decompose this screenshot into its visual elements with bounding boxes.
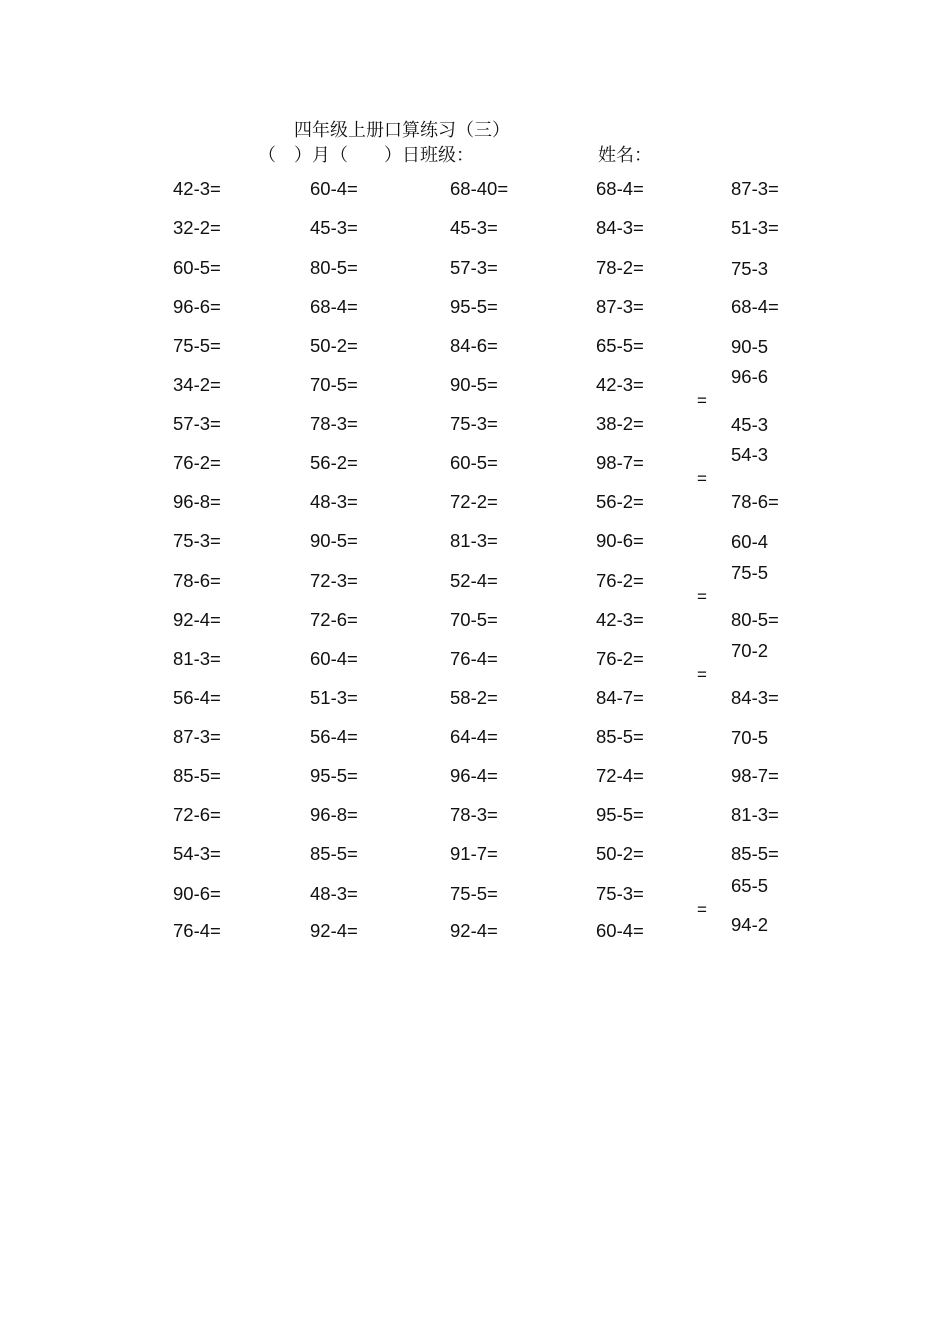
math-problem: 72-2= <box>450 491 498 512</box>
math-problem: 84-7= <box>596 687 644 708</box>
math-problem: 70-5= <box>310 374 358 395</box>
math-problem: 80-5= <box>310 257 358 278</box>
math-problem: 96-8= <box>173 491 221 512</box>
math-problem: 85-5= <box>731 843 779 864</box>
math-problem: 75-5 <box>731 562 769 583</box>
math-problem: 78-3= <box>450 804 498 825</box>
math-problem: 76-2= <box>596 570 644 591</box>
math-problem: 78-3= <box>310 413 358 434</box>
math-problem: 85-5= <box>310 843 358 864</box>
math-problem: 98-7= <box>596 452 644 473</box>
math-problem: 84-6= <box>450 335 498 356</box>
math-problem: 70-5 <box>731 727 769 748</box>
math-problem: 68-4= <box>731 296 779 317</box>
math-problem: 45-3= <box>310 217 358 238</box>
math-problem: 54-3 <box>731 444 769 465</box>
name-label: 姓名： <box>598 145 652 166</box>
math-problem: 60-5= <box>173 257 221 278</box>
math-problem: 68-4= <box>596 178 644 199</box>
math-problem: 57-3= <box>173 413 221 434</box>
math-problem: 96-8= <box>310 804 358 825</box>
math-problem: 76-2= <box>173 452 221 473</box>
math-problem: 60-5= <box>450 452 498 473</box>
date-class-line: （ ）月（ ）日班级： <box>258 145 474 166</box>
math-problem: 76-4= <box>450 648 498 669</box>
math-problem: 96-6= <box>173 296 221 317</box>
math-problem: 70-5= <box>450 609 498 630</box>
math-problem: 87-3= <box>731 178 779 199</box>
math-problem: 91-7= <box>450 843 498 864</box>
math-problem: 51-3= <box>731 217 779 238</box>
worksheet-title: 四年级上册口算练习（三） <box>294 120 510 141</box>
math-problem: 32-2= <box>173 217 221 238</box>
stray-equals-sign: = <box>697 665 707 684</box>
math-problem: 50-2= <box>310 335 358 356</box>
math-problem: 85-5= <box>596 726 644 747</box>
math-problem: 58-2= <box>450 687 498 708</box>
math-problem: 90-6= <box>173 883 221 904</box>
math-problem: 90-5= <box>310 530 358 551</box>
math-problem: 70-2 <box>731 640 769 661</box>
math-problem: 72-6= <box>310 609 358 630</box>
math-problem: 95-5= <box>310 765 358 786</box>
math-problem: 90-5= <box>450 374 498 395</box>
stray-equals-sign: = <box>697 391 707 410</box>
math-problem: 72-4= <box>596 765 644 786</box>
math-problem: 92-4= <box>450 920 498 941</box>
math-problem: 45-3 <box>731 414 769 435</box>
math-problem: 81-3= <box>450 530 498 551</box>
math-problem: 54-3= <box>173 843 221 864</box>
math-problem: 51-3= <box>310 687 358 708</box>
math-problem: 56-2= <box>596 491 644 512</box>
math-problem: 87-3= <box>596 296 644 317</box>
math-problem: 68-40= <box>450 178 509 199</box>
math-problem: 84-3= <box>731 687 779 708</box>
math-problem: 92-4= <box>310 920 358 941</box>
math-problem: 42-3= <box>596 609 644 630</box>
math-problem: 56-2= <box>310 452 358 473</box>
math-problem: 96-4= <box>450 765 498 786</box>
math-problem: 94-2 <box>731 914 769 935</box>
math-problem: 72-6= <box>173 804 221 825</box>
math-problem: 87-3= <box>173 726 221 747</box>
math-problem: 68-4= <box>310 296 358 317</box>
math-problem: 65-5 <box>731 875 769 896</box>
math-problem: 78-2= <box>596 257 644 278</box>
math-problem: 42-3= <box>173 178 221 199</box>
math-problem: 90-6= <box>596 530 644 551</box>
math-problem: 95-5= <box>450 296 498 317</box>
math-problem: 75-3= <box>596 883 644 904</box>
math-problem: 45-3= <box>450 217 498 238</box>
math-problem: 60-4 <box>731 531 769 552</box>
math-problem: 72-3= <box>310 570 358 591</box>
math-problem: 75-5= <box>173 335 221 356</box>
math-problem: 81-3= <box>731 804 779 825</box>
math-problem: 98-7= <box>731 765 779 786</box>
math-problem: 34-2= <box>173 374 221 395</box>
math-problem: 60-4= <box>596 920 644 941</box>
math-problem: 81-3= <box>173 648 221 669</box>
math-problem: 64-4= <box>450 726 498 747</box>
math-problem: 57-3= <box>450 257 498 278</box>
math-problem: 84-3= <box>596 217 644 238</box>
math-problem: 75-3 <box>731 258 769 279</box>
math-problem: 52-4= <box>450 570 498 591</box>
math-problem: 78-6= <box>173 570 221 591</box>
math-problem: 76-4= <box>173 920 221 941</box>
math-problem: 80-5= <box>731 609 779 630</box>
math-problem: 75-3= <box>173 530 221 551</box>
math-problem: 95-5= <box>596 804 644 825</box>
math-problem: 48-3= <box>310 491 358 512</box>
stray-equals-sign: = <box>697 900 707 919</box>
math-problem: 50-2= <box>596 843 644 864</box>
stray-equals-sign: = <box>697 469 707 488</box>
math-problem: 90-5 <box>731 336 769 357</box>
math-problem: 96-6 <box>731 366 769 387</box>
math-problem: 75-5= <box>450 883 498 904</box>
math-problem: 78-6= <box>731 491 779 512</box>
math-problem: 60-4= <box>310 178 358 199</box>
math-problem: 92-4= <box>173 609 221 630</box>
math-problem: 42-3= <box>596 374 644 395</box>
math-problem: 38-2= <box>596 413 644 434</box>
math-problem: 76-2= <box>596 648 644 669</box>
math-problem: 56-4= <box>310 726 358 747</box>
math-problem: 60-4= <box>310 648 358 669</box>
math-problem: 85-5= <box>173 765 221 786</box>
math-problem: 65-5= <box>596 335 644 356</box>
math-problem: 56-4= <box>173 687 221 708</box>
math-problem: 48-3= <box>310 883 358 904</box>
math-problem: 75-3= <box>450 413 498 434</box>
stray-equals-sign: = <box>697 587 707 606</box>
